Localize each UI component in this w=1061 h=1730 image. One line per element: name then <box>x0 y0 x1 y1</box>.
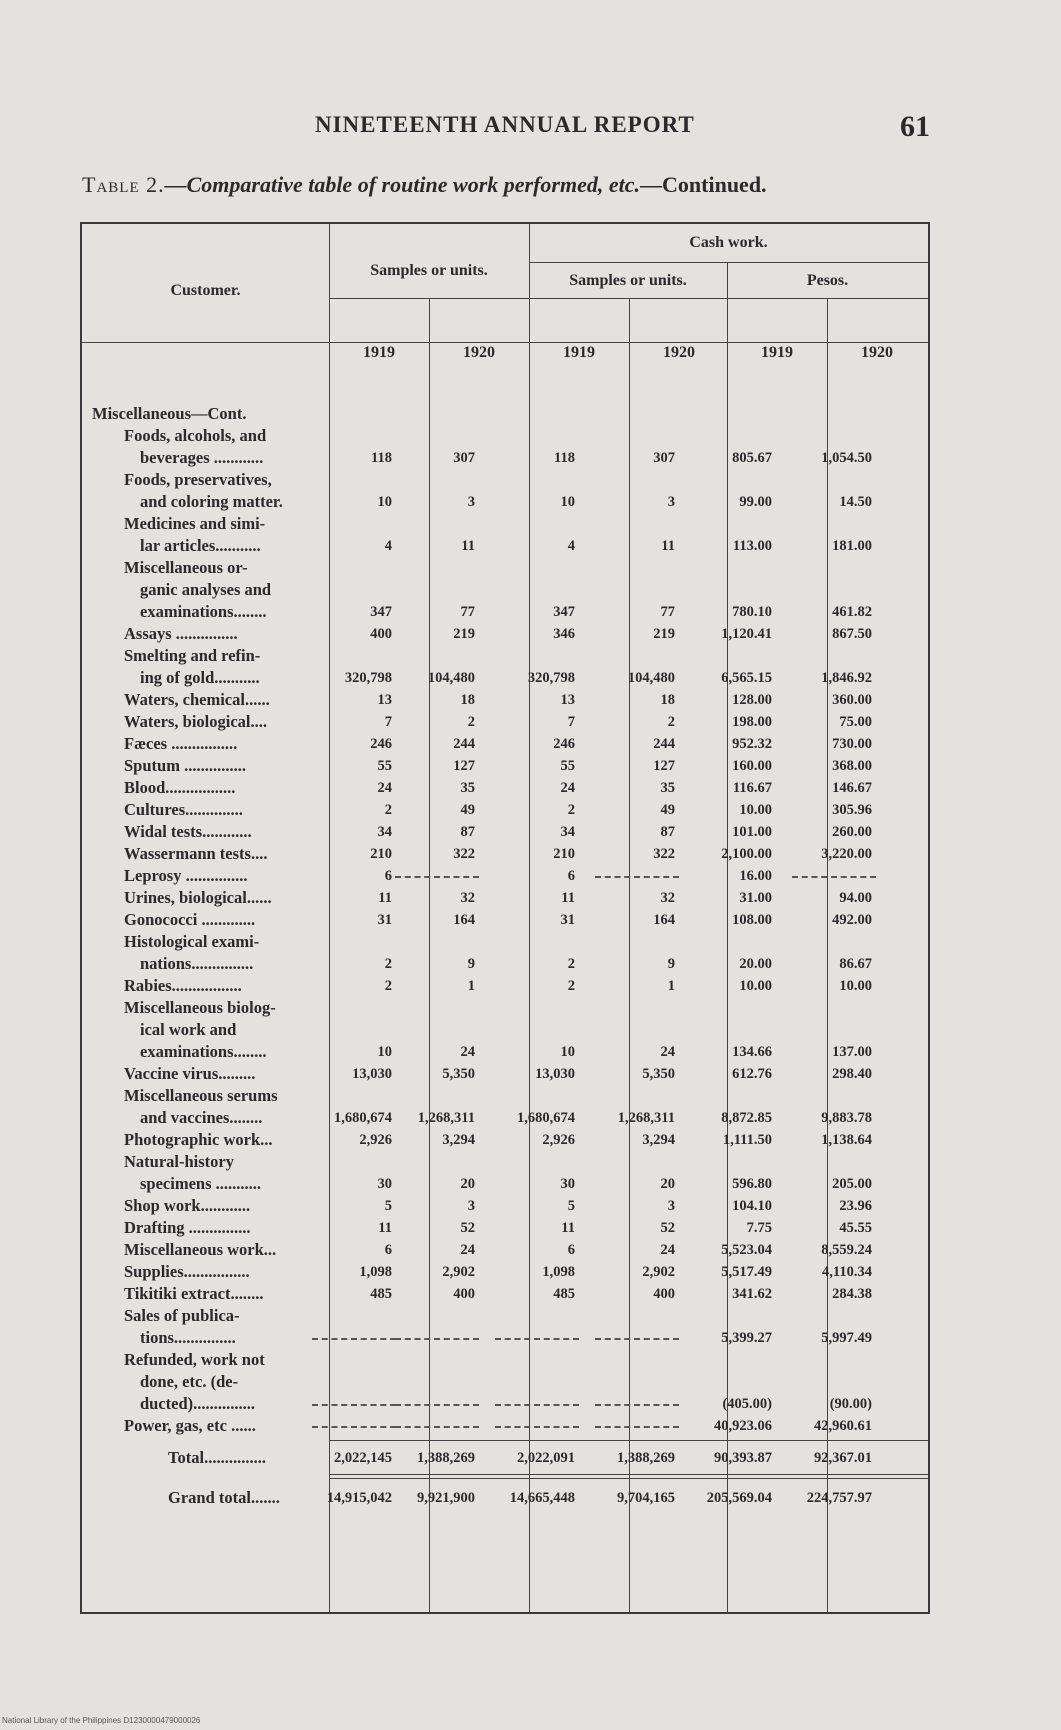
header-samples-units: Samples or units. <box>370 262 488 279</box>
customer-label: Foods, alcohols, and <box>124 426 267 445</box>
customer-label: examinations........ <box>140 602 267 621</box>
table-row-value: 2,100.00 <box>721 846 772 862</box>
empty-cell-dashes <box>312 1404 396 1406</box>
table-row-value: 104.10 <box>732 1198 772 1214</box>
table-row-value: 1,054.50 <box>821 450 872 466</box>
table-row-value: 18 <box>660 692 675 708</box>
year-header: 1919 <box>363 344 395 361</box>
customer-label: Refunded, work not <box>124 1350 265 1369</box>
table-row-value: 320,798 <box>344 670 392 686</box>
table-row-value: 10 <box>377 494 392 510</box>
table-row-value: 1,111.50 <box>722 1132 772 1148</box>
table-row-value: 30 <box>560 1176 575 1192</box>
table-row-value: 3,294 <box>442 1132 475 1148</box>
header-rule <box>329 298 928 299</box>
table-row-value: 40,923.06 <box>714 1418 772 1434</box>
table-row-value: 146.67 <box>832 780 872 796</box>
table-row-value: 11 <box>378 890 392 906</box>
customer-label: ganic analyses and <box>140 580 272 599</box>
table-row-value: 14.50 <box>839 494 872 510</box>
table-row-value: 164 <box>653 912 675 928</box>
table-row-value: 18 <box>460 692 475 708</box>
customer-label: Supplies................ <box>124 1262 250 1281</box>
table-row-value: 360.00 <box>832 692 872 708</box>
grand-total-rule <box>329 1474 928 1475</box>
table-row-value: 55 <box>560 758 575 774</box>
table-row-value: 99.00 <box>739 494 772 510</box>
customer-label: Cultures.............. <box>124 800 243 819</box>
customer-label: Blood................. <box>124 778 236 797</box>
table-row-value: 128.00 <box>732 692 772 708</box>
table-row-value: 867.50 <box>832 626 872 642</box>
table-row-value: 9 <box>467 956 475 972</box>
table-row-value: 347 <box>553 604 575 620</box>
year-header: 1919 <box>761 344 793 361</box>
table-row-value: 11 <box>661 538 675 554</box>
table-row-value: 10 <box>377 1044 392 1060</box>
table-row-value: 127 <box>653 758 675 774</box>
table-row-value: 219 <box>653 626 675 642</box>
table-row-value: 5 <box>567 1198 575 1214</box>
table-row-value: 198.00 <box>732 714 772 730</box>
table-row-value: 32 <box>660 890 675 906</box>
year-header: 1920 <box>663 344 695 361</box>
table-row-value: 1 <box>467 978 475 994</box>
customer-label: Photographic work... <box>124 1130 273 1149</box>
table-row-value: 137.00 <box>832 1044 872 1060</box>
table-row-value: (405.00) <box>722 1396 772 1412</box>
customer-label: lar articles........... <box>140 536 261 555</box>
customer-label: Miscellaneous biolog- <box>124 998 276 1017</box>
table-row-value: 284.38 <box>832 1286 872 1302</box>
customer-label: Leprosy ............... <box>124 866 248 885</box>
table-row-value: 322 <box>453 846 475 862</box>
table-row-value: 181.00 <box>832 538 872 554</box>
table-row-value: 24 <box>660 1044 675 1060</box>
routine-work-table <box>80 222 930 1614</box>
table-row-value: 5,997.49 <box>821 1330 872 1346</box>
header-rule <box>529 262 928 263</box>
running-title: NINETEENTH ANNUAL REPORT <box>315 112 695 137</box>
table-row-value: 9 <box>667 956 675 972</box>
total-row-value: 1,388,269 <box>417 1450 475 1466</box>
table-row-value: 2,926 <box>359 1132 392 1148</box>
empty-cell-dashes <box>792 876 876 878</box>
table-row-value: 805.67 <box>732 450 772 466</box>
table-row-value: 13 <box>560 692 575 708</box>
customer-label: Waters, chemical...... <box>124 690 270 709</box>
table-row-value: 49 <box>660 802 675 818</box>
table-row-value: 34 <box>560 824 575 840</box>
table-row-value: 75.00 <box>839 714 872 730</box>
table-row-value: 1,268,311 <box>417 1110 475 1126</box>
customer-label: Histological exami- <box>124 932 260 951</box>
table-row-value: 244 <box>653 736 675 752</box>
table-row-value: 134.66 <box>732 1044 772 1060</box>
table-row-value: 2,926 <box>542 1132 575 1148</box>
table-row-value: 55 <box>377 758 392 774</box>
total-rule <box>329 1440 928 1441</box>
page-number: 61 <box>900 110 930 143</box>
table-row-value: 2,902 <box>442 1264 475 1280</box>
table-row-value: 320,798 <box>527 670 575 686</box>
table-row-value: 24 <box>560 780 575 796</box>
caption-lead: Table 2. <box>82 172 165 197</box>
table-row-value: 118 <box>554 450 575 466</box>
table-row-value: 1,120.41 <box>721 626 772 642</box>
table-row-value: 32 <box>460 890 475 906</box>
table-row-value: 23.96 <box>839 1198 872 1214</box>
table-row-value: 368.00 <box>832 758 872 774</box>
table-row-value: 5,350 <box>442 1066 475 1082</box>
total-row-value: 90,393.87 <box>714 1450 772 1466</box>
table-row-value: 2 <box>467 714 475 730</box>
table-row-value: 780.10 <box>732 604 772 620</box>
customer-label: Shop work............ <box>124 1196 251 1215</box>
grand-total-row-value: 9,921,900 <box>417 1490 475 1506</box>
table-row-value: 307 <box>653 450 675 466</box>
customer-label: Urines, biological...... <box>124 888 272 907</box>
table-row-value: 1,846.92 <box>821 670 872 686</box>
grand-total-rule <box>329 1478 928 1479</box>
header-cash-samples: Samples or units. <box>569 272 687 289</box>
table-row-value: 210 <box>553 846 575 862</box>
table-row-value: 1,680,674 <box>517 1110 575 1126</box>
customer-label: nations............... <box>140 954 254 973</box>
customer-label: Widal tests............ <box>124 822 252 841</box>
table-row-value: 52 <box>660 1220 675 1236</box>
table-row-value: 6,565.15 <box>721 670 772 686</box>
header-customer: Customer. <box>170 282 241 299</box>
table-row-value: 341.62 <box>732 1286 772 1302</box>
customer-label: Tikitiki extract........ <box>124 1284 264 1303</box>
table-row-value: 612.76 <box>732 1066 772 1082</box>
table-row-value: 219 <box>453 626 475 642</box>
table-row-value: 10.00 <box>839 978 872 994</box>
table-row-value: 347 <box>370 604 392 620</box>
table-row-value: 298.40 <box>832 1066 872 1082</box>
table-row-value: 5,399.27 <box>721 1330 772 1346</box>
table-row-value: 52 <box>460 1220 475 1236</box>
table-row-value: 210 <box>370 846 392 862</box>
table-row-value: 35 <box>660 780 675 796</box>
table-row-value: 246 <box>370 736 392 752</box>
table-row-value: 104,480 <box>627 670 675 686</box>
customer-label: examinations........ <box>140 1042 267 1061</box>
total-row-value: 92,367.01 <box>814 1450 872 1466</box>
customer-label: Waters, biological.... <box>124 712 267 731</box>
customer-label: Drafting ............... <box>124 1218 251 1237</box>
table-row-value: 16.00 <box>739 868 772 884</box>
table-row-value: 10 <box>560 494 575 510</box>
table-row-value: 101.00 <box>732 824 772 840</box>
table-row-value: 7 <box>567 714 575 730</box>
table-row-value: 2 <box>384 956 392 972</box>
table-row-value: 2,902 <box>642 1264 675 1280</box>
customer-label: Fæces ................ <box>124 734 238 753</box>
table-row-value: 246 <box>553 736 575 752</box>
customer-label: Miscellaneous work... <box>124 1240 277 1259</box>
table-row-value: 160.00 <box>732 758 772 774</box>
table-row-value: 11 <box>561 890 575 906</box>
header-cash-work: Cash work. <box>689 234 768 251</box>
table-row-value: 6 <box>384 868 392 884</box>
total-label: Total............... <box>168 1448 266 1467</box>
empty-cell-dashes <box>495 1404 579 1406</box>
customer-label: Assays ............... <box>124 624 238 643</box>
table-row-value: 2 <box>567 978 575 994</box>
table-row-value: 260.00 <box>832 824 872 840</box>
customer-label: ducted)............... <box>140 1394 256 1413</box>
table-row-value: 2 <box>384 978 392 994</box>
header-pesos: Pesos. <box>806 272 849 289</box>
table-caption <box>82 172 767 198</box>
table-row-value: 31 <box>560 912 575 928</box>
table-row-value: 5,350 <box>642 1066 675 1082</box>
table-row-value: 485 <box>370 1286 392 1302</box>
customer-label: and vaccines........ <box>140 1108 263 1127</box>
table-row-value: 30 <box>377 1176 392 1192</box>
table-row-value: 13 <box>377 692 392 708</box>
table-row-value: 492.00 <box>832 912 872 928</box>
table-row-value: 2 <box>567 956 575 972</box>
customer-label: Vaccine virus......... <box>124 1064 256 1083</box>
table-row-value: 10.00 <box>739 978 772 994</box>
customer-label: Sales of publica- <box>124 1306 240 1325</box>
library-footer-note: National Library of the Philippines D1230000479000026 <box>2 1716 201 1725</box>
table-row-value: 1,680,674 <box>334 1110 392 1126</box>
table-row-value: 87 <box>660 824 675 840</box>
table-row-value: 164 <box>453 912 475 928</box>
table-row-value: 11 <box>378 1220 392 1236</box>
customer-label: Rabies................. <box>124 976 242 995</box>
table-row-value: 94.00 <box>839 890 872 906</box>
table-row-value: 3 <box>667 1198 675 1214</box>
customer-label: beverages ............ <box>140 448 264 467</box>
empty-cell-dashes <box>395 1338 479 1340</box>
table-row-value: 5,517.49 <box>721 1264 772 1280</box>
table-row-value: 346 <box>553 626 575 642</box>
customer-label: and coloring matter. <box>140 492 283 511</box>
table-row-value: 2 <box>567 802 575 818</box>
table-row-value: 116.67 <box>732 780 772 796</box>
section-label: Miscellaneous—Cont. <box>92 404 247 423</box>
grand-total-row-value: 205,569.04 <box>706 1490 772 1506</box>
table-row-value: 2 <box>667 714 675 730</box>
empty-cell-dashes <box>395 1404 479 1406</box>
table-row-value: 24 <box>377 780 392 796</box>
empty-cell-dashes <box>312 1338 396 1340</box>
customer-label: Foods, preservatives, <box>124 470 272 489</box>
table-row-value: 20 <box>460 1176 475 1192</box>
table-row-value: 244 <box>453 736 475 752</box>
table-row-value: 118 <box>371 450 392 466</box>
total-row-value: 1,388,269 <box>617 1450 675 1466</box>
table-row-value: 13,030 <box>535 1066 575 1082</box>
caption-continued: —Continued. <box>640 172 767 197</box>
table-row-value: 20 <box>660 1176 675 1192</box>
customer-label: Smelting and refin- <box>124 646 261 665</box>
empty-cell-dashes <box>312 1426 396 1428</box>
table-row-value: 5 <box>384 1198 392 1214</box>
table-row-value: 730.00 <box>832 736 872 752</box>
table-row-value: 34 <box>377 824 392 840</box>
table-row-value: 77 <box>460 604 475 620</box>
table-row-value: 400 <box>453 1286 475 1302</box>
table-row-value: 1 <box>667 978 675 994</box>
table-row-value: 322 <box>653 846 675 862</box>
table-row-value: 86.67 <box>839 956 872 972</box>
table-row-value: 7.75 <box>746 1220 772 1236</box>
table-row-value: 10.00 <box>739 802 772 818</box>
table-row-value: 8,872.85 <box>721 1110 772 1126</box>
customer-label: Medicines and simi- <box>124 514 266 533</box>
table-row-value: 307 <box>453 450 475 466</box>
grand-total-row-value: 9,704,165 <box>617 1490 675 1506</box>
empty-cell-dashes <box>395 1426 479 1428</box>
table-row-value: 77 <box>660 604 675 620</box>
customer-label: ical work and <box>140 1020 237 1039</box>
table-row-value: 205.00 <box>832 1176 872 1192</box>
year-header: 1920 <box>463 344 495 361</box>
year-header: 1920 <box>861 344 893 361</box>
table-row-value: 24 <box>460 1044 475 1060</box>
table-row-value: 45.55 <box>839 1220 872 1236</box>
grand-total-label: Grand total....... <box>168 1488 280 1507</box>
table-row-value: 461.82 <box>832 604 872 620</box>
table-row-value: 1,268,311 <box>617 1110 675 1126</box>
table-row-value: 4 <box>384 538 392 554</box>
customer-label: Sputum ............... <box>124 756 246 775</box>
table-row-value: 6 <box>567 1242 575 1258</box>
grand-total-row-value: 224,757.97 <box>806 1490 872 1506</box>
table-row-value: 3 <box>667 494 675 510</box>
header-rule <box>82 342 928 343</box>
customer-label: ing of gold........... <box>140 668 260 687</box>
table-row-value: 1,098 <box>542 1264 575 1280</box>
customer-label: Wassermann tests.... <box>124 844 268 863</box>
customer-label: specimens ........... <box>140 1174 261 1193</box>
table-row-value: 87 <box>460 824 475 840</box>
table-row-value: 5,523.04 <box>721 1242 772 1258</box>
customer-label: Gonococci ............. <box>124 910 256 929</box>
table-row-value: 3,220.00 <box>821 846 872 862</box>
table-row-value: 35 <box>460 780 475 796</box>
grand-total-row-value: 14,665,448 <box>509 1490 575 1506</box>
table-row-value: 104,480 <box>427 670 475 686</box>
customer-label: Natural-history <box>124 1152 234 1171</box>
table-row-value: 400 <box>370 626 392 642</box>
customer-label: Power, gas, etc ...... <box>124 1416 256 1435</box>
table-row-value: 485 <box>553 1286 575 1302</box>
empty-cell-dashes <box>495 1426 579 1428</box>
table-row-value: 24 <box>460 1242 475 1258</box>
table-row-value: 10 <box>560 1044 575 1060</box>
table-row-value: 13,030 <box>352 1066 392 1082</box>
table-row-value: 24 <box>660 1242 675 1258</box>
grand-total-row-value: 14,915,042 <box>326 1490 392 1506</box>
table-row-value: 3 <box>467 1198 475 1214</box>
year-header: 1919 <box>563 344 595 361</box>
customer-label: tions............... <box>140 1328 236 1347</box>
customer-label: Miscellaneous or- <box>124 558 248 577</box>
total-row-value: 2,022,091 <box>517 1450 575 1466</box>
table-row-value: 1,138.64 <box>821 1132 872 1148</box>
customer-label: Miscellaneous serums <box>124 1086 278 1105</box>
table-row-value: 127 <box>453 758 475 774</box>
empty-cell-dashes <box>495 1338 579 1340</box>
table-row-value: 6 <box>567 868 575 884</box>
table-row-value: (90.00) <box>829 1396 872 1412</box>
table-row-value: 11 <box>561 1220 575 1236</box>
table-row-value: 400 <box>653 1286 675 1302</box>
table-row-value: 596.80 <box>732 1176 772 1192</box>
table-row-value: 8,559.24 <box>821 1242 872 1258</box>
customer-label: done, etc. (de- <box>140 1372 239 1391</box>
table-row-value: 3,294 <box>642 1132 675 1148</box>
table-row-value: 108.00 <box>732 912 772 928</box>
table-row-value: 3 <box>467 494 475 510</box>
table-row-value: 113.00 <box>732 538 772 554</box>
table-row-value: 31 <box>377 912 392 928</box>
table-row-value: 2 <box>384 802 392 818</box>
table-row-value: 31.00 <box>739 890 772 906</box>
total-row-value: 2,022,145 <box>334 1450 392 1466</box>
table-row-value: 4,110.34 <box>822 1264 872 1280</box>
table-row-value: 4 <box>567 538 575 554</box>
table-row-value: 305.96 <box>832 802 872 818</box>
table-row-value: 1,098 <box>359 1264 392 1280</box>
table-row-value: 11 <box>461 538 475 554</box>
table-row-value: 6 <box>384 1242 392 1258</box>
table-row-value: 9,883.78 <box>821 1110 872 1126</box>
table-row-value: 42,960.61 <box>814 1418 872 1434</box>
caption-title: —Comparative table of routine work performed, etc. <box>164 172 641 197</box>
table-row-value: 952.32 <box>732 736 772 752</box>
table-row-value: 20.00 <box>739 956 772 972</box>
table-row-value: 49 <box>460 802 475 818</box>
table-row-value: 7 <box>384 714 392 730</box>
